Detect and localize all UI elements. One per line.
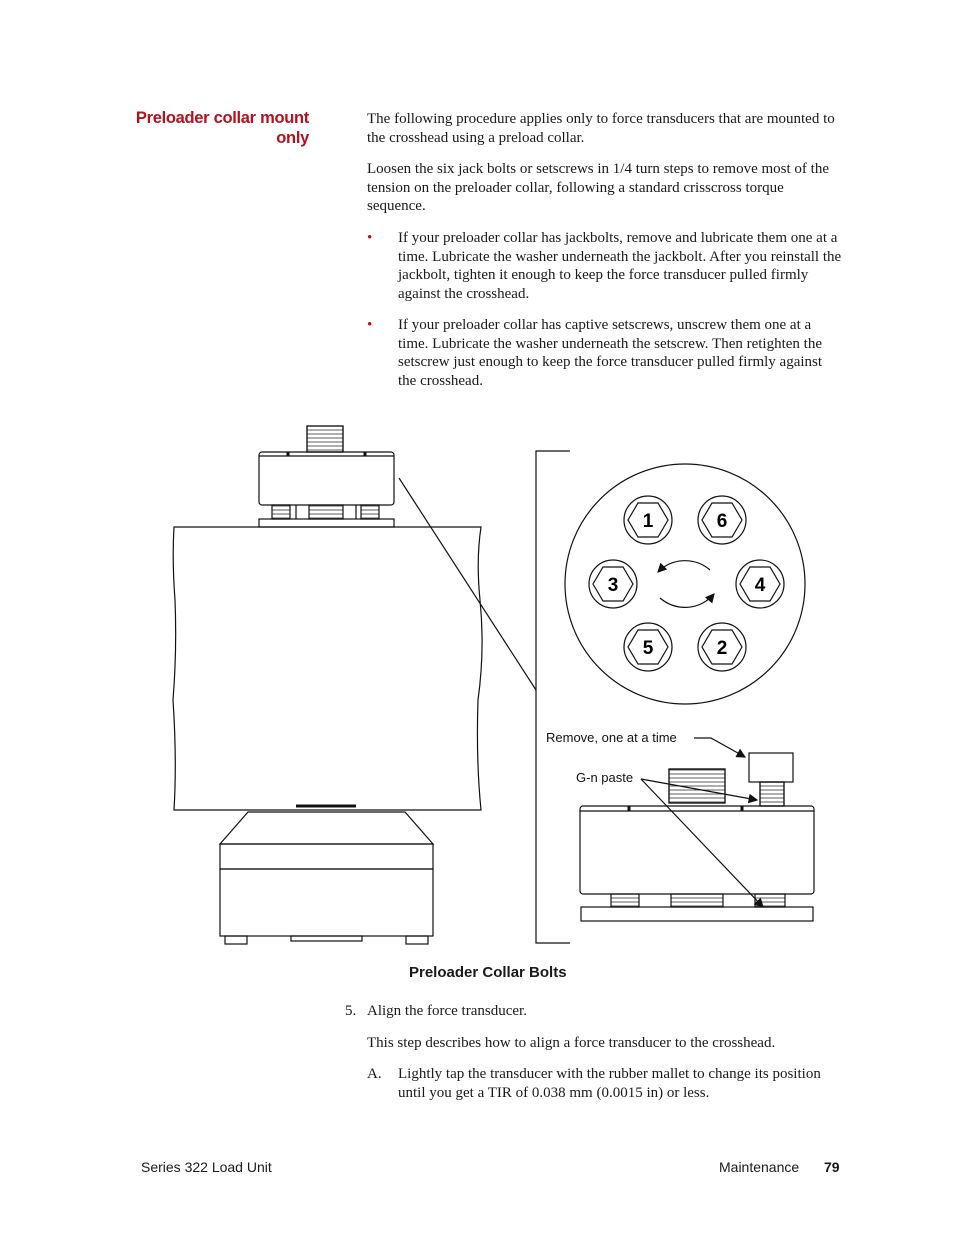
bolt-6-icon (698, 496, 746, 544)
collar-washer (259, 519, 394, 527)
top-stud (307, 426, 343, 452)
bolt-hexes (589, 496, 784, 671)
footer-page-number: 79 (824, 1159, 840, 1175)
detail-leader-line (399, 478, 536, 690)
bullet-item-setscrews (367, 316, 842, 391)
section-heading-line1: Preloader collar mount (135, 109, 309, 127)
bolt-number: 3 (607, 575, 619, 596)
label-paste: G-n paste (576, 770, 634, 785)
base-taper (220, 812, 433, 844)
preloader-collar-figure (0, 400, 954, 960)
detail-collar-body (580, 806, 814, 894)
figure-caption: Preloader Collar Bolts (409, 964, 567, 981)
footer-doc-title: Series 322 Load Unit (141, 1159, 272, 1175)
bullet-marker: • (367, 230, 373, 246)
intro-paragraph-2: Loosen the six jack bolts or setscrews in 1/4 turn steps to remove most of the tension on the preloader collar, following a standard crisscross torque sequence. (367, 161, 830, 215)
bullet-marker: • (367, 317, 373, 333)
bolt-number: 5 (642, 638, 654, 659)
bolt-number: 1 (642, 511, 654, 532)
rotation-arrow-bottom (660, 594, 714, 607)
substep-text: Lightly tap the transducer with the rubber mallet to change its position until you get a TIR of 0.038 mm (0.0015 in) or less. (398, 1066, 821, 1101)
section-heading-line2: only (276, 129, 309, 147)
collar-top-view (565, 464, 805, 704)
footer-section: Maintenance (719, 1159, 800, 1175)
bolt-3-icon (589, 560, 637, 608)
bolt-5-icon (624, 623, 672, 671)
bolt-1-icon (624, 496, 672, 544)
substep-letter: A. (367, 1066, 382, 1082)
section-heading (110, 108, 309, 148)
intro-paragraph-1: The following procedure applies only to force transducers that are mounted to the crosshead using a preload collar. (367, 111, 835, 146)
transducer-body (173, 527, 482, 810)
remove-callout-line (694, 738, 745, 757)
bullet-text: If your preloader collar has jackbolts, remove and lubricate them one at a time. Lubricate the washer underneath the jackbolt. After you reinstall the jackbolt, tighten it enough to keep the force transducer pulled firmly against the crosshead. (398, 230, 842, 303)
step-title: Align the force transducer. (367, 1003, 527, 1019)
base-lower (220, 869, 433, 936)
bolt-2-icon (698, 623, 746, 671)
bolt-4-icon (736, 560, 784, 608)
detail-washer (581, 907, 813, 921)
bullet-item-jackbolts (367, 229, 842, 304)
detail-bracket (536, 451, 570, 943)
step-description: This step describes how to align a force transducer to the crosshead. (367, 1035, 776, 1051)
step-number: 5. (345, 1003, 357, 1019)
base-upper (220, 844, 433, 869)
substep-a (367, 1065, 842, 1102)
detail-removed-bolt (749, 753, 793, 782)
load-unit-drawing (173, 426, 814, 944)
bolt-number: 6 (716, 511, 728, 532)
rotation-arrow-top (658, 561, 710, 572)
bullet-text: If your preloader collar has captive setscrews, unscrew them one at a time. Lubricate the washer underneath the setscrew. Then retighten the setscrew just enough to keep the force transducer pulled firmly against the crosshead. (398, 317, 823, 390)
bolt-number: 4 (754, 575, 766, 596)
bolt-number: 2 (716, 638, 728, 659)
label-remove: Remove, one at a time (546, 730, 677, 745)
collar-body (259, 452, 394, 505)
